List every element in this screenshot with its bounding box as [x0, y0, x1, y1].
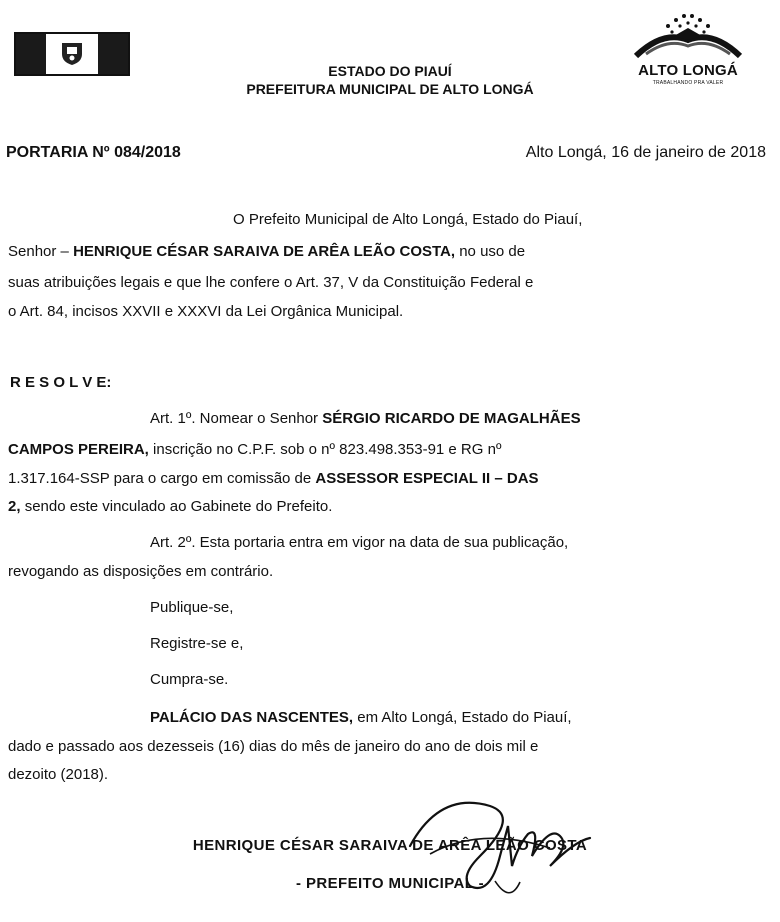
palacio-line-1 [150, 708, 572, 728]
appointed-role: ASSESSOR ESPECIAL II – DAS [315, 470, 539, 487]
logo-name: ALTO LONGÁ [638, 62, 738, 79]
preamble-line-3: suas atribuições legais e que lhe confere o Art. 37, V da Constituição Federal e [8, 274, 534, 291]
logo-tagline: TRABALHANDO PRA VALER [652, 80, 724, 86]
cumpra-se: Cumpra-se. [150, 671, 229, 688]
palacio-name: PALÁCIO DAS NASCENTES, [150, 709, 354, 726]
mayor-name-inline: HENRIQUE CÉSAR SARAIVA DE ARÊA LEÃO COSTA, [73, 243, 456, 260]
art1-text: sendo este vinculado ao Gabinete do Prefeito. [24, 498, 333, 515]
preamble-text: Senhor – [8, 243, 69, 260]
resolve-heading: R E S O L V E: [10, 374, 112, 391]
registre-se: Registre-se e, [150, 635, 244, 652]
appointee-name: SÉRGIO RICARDO DE MAGALHÃES [322, 410, 581, 427]
role-level: 2, [8, 498, 21, 515]
logo-mark-icon [628, 10, 748, 62]
place-date: Alto Longá, 16 de janeiro de 2018 [525, 144, 766, 161]
preamble-text: no uso de [459, 243, 526, 260]
header-city-hall: PREFEITURA MUNICIPAL DE ALTO LONGÁ [246, 81, 534, 97]
preamble-line-1: O Prefeito Municipal de Alto Longá, Estado do Piauí, [233, 211, 583, 228]
header-state: ESTADO DO PIAUÍ [328, 63, 452, 79]
publique-se: Publique-se, [150, 599, 234, 616]
appointee-surname: CAMPOS PEREIRA, [8, 441, 149, 458]
art1-line-2 [8, 440, 501, 460]
art1-line-3 [8, 469, 539, 489]
palacio-line-2: dado e passado aos dezesseis (16) dias do mês de janeiro do ano de dois mil e [8, 738, 539, 755]
palacio-text: em Alto Longá, Estado do Piauí, [357, 709, 572, 726]
art1-line-1 [150, 409, 581, 429]
signatory-title: - PREFEITO MUNICIPAL - [296, 875, 484, 892]
art2-line-1: Art. 2º. Esta portaria entra em vigor na data de sua publicação, [150, 534, 569, 551]
art2-line-2: revogando as disposições em contrário. [8, 563, 274, 580]
preamble-line-2 [8, 242, 525, 262]
portaria-number: PORTARIA Nº 084/2018 [6, 144, 181, 161]
art1-line-4 [8, 497, 332, 517]
art1-text: 1.317.164-SSP para o cargo em comissão de [8, 470, 312, 487]
signatory-name: HENRIQUE CÉSAR SARAIVA DE ARÊA LEÃO COSTA [192, 837, 588, 854]
art1-text: Art. 1º. Nomear o Senhor [150, 410, 319, 427]
palacio-line-3: dezoito (2018). [8, 766, 109, 783]
preamble-line-4: o Art. 84, incisos XXVII e XXXVI da Lei Orgânica Municipal. [8, 303, 404, 320]
art1-text: inscrição no C.P.F. sob o nº 823.498.353-91 e RG nº [153, 441, 502, 458]
